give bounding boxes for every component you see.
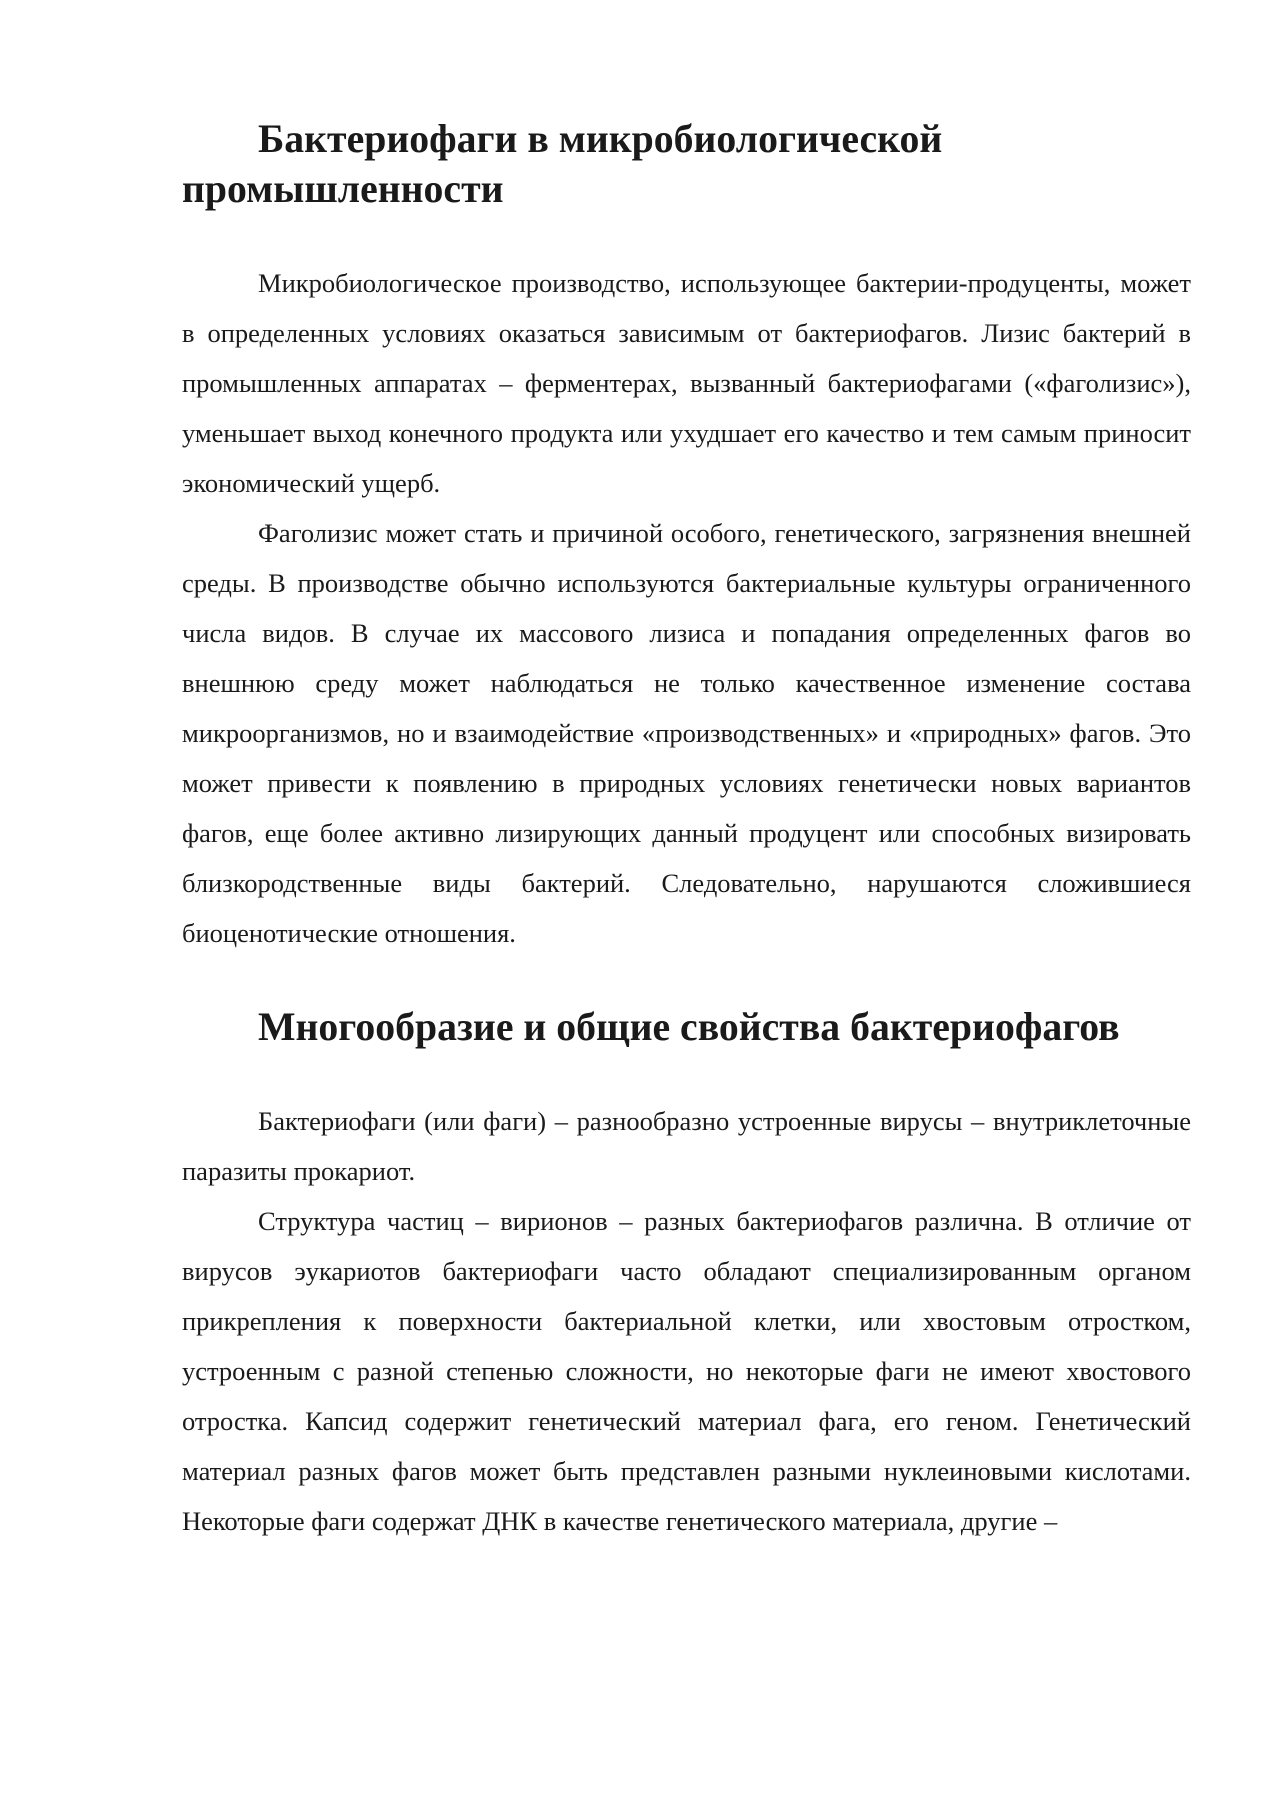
paragraph: Бактериофаги (или фаги) – разнообразно устроенные вирусы – внутриклеточные паразиты прокариот. [182,1106,1191,1186]
paragraph: Микробиологическое производство, использующее бактерии-продуценты, может в определенных условиях оказаться зависимым от бактериофагов. Лизис бактерий в промышленных аппаратах – ферментерах, вызванный бактериофагами («фаголизис»), уменьшает выход конечного продукта или ухудшает его качество и тем самым приносит экономический ущерб. [182,268,1191,498]
paragraph: Фаголизис может стать и причиной особого, генетического, загрязнения внешней среды. В производстве обычно используются бактериальные культуры ограниченного числа видов. В случае их массового лизиса и попадания определенных фагов во внешнюю среду может наблюдаться не только качественное изменение состава микроорганизмов, но и взаимодействие «производственных» и «природных» фагов. Это может привести к появлению в природных условиях генетически новых вариантов фагов, еще более активно лизирующих данный продуцент или способных визировать близкородственные виды бактерий. Следовательно, нарушаются сложившиеся биоценотические отношения. [182,518,1191,948]
paragraph: Структура частиц – вирионов – разных бактериофагов различна. В отличие от вирусов эукариотов бактериофаги часто обладают специализированным органом прикрепления к поверхности бактериальной клетки, или хвостовым отростком, устроенным с разной степенью сложности, но некоторые фаги не имеют хвостового отростка. Капсид содержит генетический материал фага, его геном. Генетический материал разных фагов может быть представлен разными нуклеиновыми кислотами. Некоторые фаги содержат ДНК в качестве генетического материала, другие – [182,1206,1191,1536]
section-heading-diversity: Многообразие и общие свойства бактериофагов [258,1005,1120,1049]
section-heading-industry: Бактериофаги в микробиологической промышленности [182,117,943,211]
document-body [182,114,1191,1546]
